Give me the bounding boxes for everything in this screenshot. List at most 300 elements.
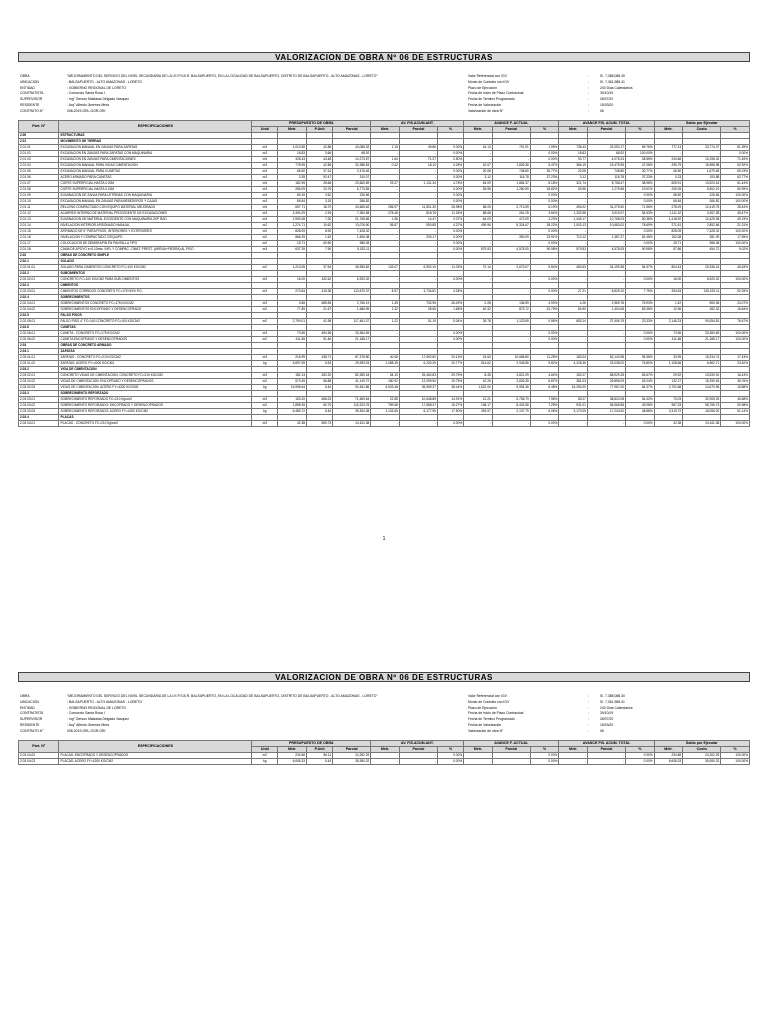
cell-value: 100.00% — [721, 193, 750, 199]
cell-value: 569.73 — [307, 421, 333, 427]
left-info-value: 008-2019-GRL-GGR-GRI — [67, 108, 106, 113]
cell-value: 7.20 — [307, 217, 333, 223]
cell-value: 21,765.56 — [333, 217, 371, 223]
cell-value: 36.76% — [721, 379, 750, 385]
cell-value: 68,929.28 — [587, 373, 625, 379]
header-sub: Parcial — [333, 127, 371, 133]
cell-value: 7,428.32 — [333, 229, 371, 235]
cell-value: 1.42 — [654, 301, 683, 307]
right-info-value: 30/10/19 — [600, 91, 614, 96]
cell-value: 573.45 — [278, 379, 307, 385]
right-info-label: Fecha de Inicio de Plazo Contractual — [468, 91, 524, 96]
cell-part: 2.01 — [19, 139, 59, 145]
cell-value: 0.00% — [530, 331, 559, 337]
cell-value: 35,950.32 — [333, 759, 371, 765]
left-info-label: RESIDENTE — [20, 102, 40, 107]
cell-value: m2 — [252, 337, 278, 343]
header-sub: % — [437, 747, 463, 753]
cell-value: 45,555.82 — [333, 265, 371, 271]
cell-value: - — [371, 331, 400, 337]
cell-value: 17,244.52 — [587, 409, 625, 415]
cell-part: 2.01.12 — [19, 211, 59, 217]
cell-value: 49.08% — [626, 403, 655, 409]
cell-value: 42.86 — [307, 163, 333, 169]
cell-value: 28.55% — [626, 157, 655, 163]
cell-part: 2.01.05 — [19, 169, 59, 175]
cell-value: 590.85 — [399, 223, 437, 229]
cell-value: m3 — [252, 397, 278, 403]
cell-value: 66.84 — [278, 199, 307, 205]
header-sub: Metr. — [654, 747, 683, 753]
cell-value: 0.00% — [626, 193, 655, 199]
cell-value: 100.00% — [721, 331, 750, 337]
cell-value: - — [371, 241, 400, 247]
cell-part: 2.03.03.01 — [19, 397, 59, 403]
cell-value: - — [399, 421, 437, 427]
cell-value: - — [399, 175, 437, 181]
cell-value: 10,666.80 — [492, 355, 530, 361]
cell-spec: ELIMINACION DE MATERIAL EXCEDENTE CON MAQUINARIA 2KP RAD — [59, 217, 252, 223]
cell-value: m3 — [252, 421, 278, 427]
document-title: VALORIZACION DE OBRA Nº 06 DE ESTRUCTURAS — [18, 52, 750, 62]
cell-value: 3.35 — [278, 175, 307, 181]
cell-part: 2.01.06 — [19, 175, 59, 181]
cell-value: 1,133.65 — [371, 409, 400, 415]
cell-value: 16,996.64 — [278, 385, 307, 391]
cell-value: m3 — [252, 187, 278, 193]
cell-value: 71.45% — [721, 157, 750, 163]
cell-value: 83.27 — [559, 397, 588, 403]
cell-value: 2,476.46 — [333, 169, 371, 175]
cell-value: 5,032.11 — [333, 247, 371, 253]
cell-value: 381.03 — [559, 379, 588, 385]
cell-value: 38,820.08 — [587, 397, 625, 403]
cell-value: 32,905.25 — [683, 397, 721, 403]
cell-value: - — [492, 151, 530, 157]
cell-value: 37.23% — [530, 175, 559, 181]
cell-value: 35,559.37 — [399, 385, 437, 391]
cell-value: 71.56% — [626, 205, 655, 211]
cell-value: 8.90 — [307, 229, 333, 235]
cell-value: 271.61 — [654, 223, 683, 229]
cell-value: - — [399, 331, 437, 337]
cell-value: 0.00% — [437, 151, 463, 157]
cell-value: 2,799.01 — [278, 319, 307, 325]
right-info-colon: : — [588, 694, 589, 698]
cell-value: 5.44 — [307, 409, 333, 415]
cell-part: 2.01.01 — [19, 145, 59, 151]
cell-value: 1.15 — [371, 145, 400, 151]
cell-value: 11,801.30 — [399, 205, 437, 211]
cell-value: - — [399, 759, 437, 765]
page-2 — [18, 672, 750, 765]
cell-value: 43.48 — [307, 157, 333, 163]
cell-value: - — [464, 753, 493, 759]
header-saldo: Saldo por Ejecutar — [654, 741, 749, 747]
cell-value: 100.00% — [721, 421, 750, 427]
cell-value: 748.80 — [587, 169, 625, 175]
cell-value: 2,945.86 — [492, 361, 530, 367]
cell-value: 6,489.72 — [278, 409, 307, 415]
cell-value: 0.00% — [437, 277, 463, 283]
cell-spec: ZAPATAS: ACERO FY=4200 KG/CM2 — [59, 361, 252, 367]
cell-value: - — [587, 753, 625, 759]
left-info-label: ENTIDAD — [20, 85, 35, 90]
cell-part: 2.03.02.03 — [19, 385, 59, 391]
cell-value: 281.09 — [683, 235, 721, 241]
cell-spec: ESTRUCTURAS — [59, 133, 252, 139]
cell-spec: EXCAVACION MANUAL EN ZANJAS PARA ZAPATAS — [59, 145, 252, 151]
cell-value: - — [464, 199, 493, 205]
cell-value: 0.00% — [530, 753, 559, 759]
header-sub: Parcial — [587, 127, 625, 133]
cell-value: 1,111.32 — [654, 211, 683, 217]
header-sub: Metr. — [464, 747, 493, 753]
cell-value: m3 — [252, 193, 278, 199]
cell-value: 11.25% — [530, 355, 559, 361]
left-info-value: : Arq° Alfredo Jimenez Mera — [67, 102, 110, 107]
cell-value: 804.43 — [654, 265, 683, 271]
cell-value: 180.92 — [371, 379, 400, 385]
cell-value: kg — [252, 759, 278, 765]
cell-value: 24,262.29 — [683, 753, 721, 759]
cell-value: - — [492, 289, 530, 295]
right-info-label: Plazo de Ejecución — [468, 705, 497, 710]
cell-value: 115,224.76 — [333, 403, 371, 409]
cell-part: 2.02.02.01 — [19, 277, 59, 283]
cell-value: 0.07% — [437, 217, 463, 223]
cell-value: 1.96 — [371, 217, 400, 223]
cell-value: 20.08 — [559, 169, 588, 175]
cell-value: 24,262.29 — [333, 753, 371, 759]
left-info-value: : Consorcio Santa Rosa I — [67, 91, 105, 96]
cell-spec: SOBRECIMIENTO REFORZADO FC=210 Kg/cm2 — [59, 397, 252, 403]
cell-value: 95.36% — [626, 355, 655, 361]
cell-value: 3,821.09 — [492, 373, 530, 379]
header-sub: Metr. — [654, 127, 683, 133]
cell-value: 75.93% — [626, 301, 655, 307]
cell-value: 56,568.58 — [587, 403, 625, 409]
right-info-label: Fecha de Termino Programado — [468, 717, 515, 722]
cell-value: 69.16 — [278, 193, 307, 199]
cell-value: 5,324.67 — [492, 223, 530, 229]
cell-value: 26.98% — [437, 205, 463, 211]
cell-value: 7.90 — [307, 247, 333, 253]
cell-value: - — [492, 753, 530, 759]
cell-value: 80.99% — [721, 187, 750, 193]
cell-value: 20.77% — [437, 361, 463, 367]
project-info-right — [468, 694, 748, 735]
cell-value: 26.78 — [464, 319, 493, 325]
cell-value: m3 — [252, 157, 278, 163]
right-info-value: 15/03/20 — [600, 722, 614, 727]
cell-value: 70.03 — [654, 397, 683, 403]
cell-value: m2 — [252, 403, 278, 409]
right-info-value: S/. 7,388,088.30 — [600, 74, 625, 78]
cell-value: 328.43 — [278, 157, 307, 163]
cell-value: 454.36 — [307, 331, 333, 337]
cell-value: 20,336.24 — [683, 265, 721, 271]
cell-value: 42.86 — [307, 145, 333, 151]
cell-value: 15.88% — [721, 385, 750, 391]
header-sub: Metr. — [464, 127, 493, 133]
cell-value: 0.00% — [437, 247, 463, 253]
cell-value: 45.47% — [721, 211, 750, 217]
cell-value: 393.97 — [464, 409, 493, 415]
cell-value: 1,826.36 — [492, 163, 530, 169]
cell-value: m2 — [252, 379, 278, 385]
cell-value: 2.94 — [307, 211, 333, 217]
cell-value: 20.08 — [464, 169, 493, 175]
cell-value: 38.98% — [626, 181, 655, 187]
cell-value: - — [587, 759, 625, 765]
header-saldo: Saldo por Ejecutar — [654, 121, 749, 127]
cell-value: 37.54 — [307, 265, 333, 271]
cell-value: 132.27 — [654, 379, 683, 385]
cell-part: 2.03.01.02 — [19, 361, 59, 367]
cell-value: 83.67% — [626, 373, 655, 379]
cell-spec: ACERO ARMADO PARA CUNETAS — [59, 175, 252, 181]
cell-value: 6,920.32 — [683, 277, 721, 283]
header-spec: ESPECIFICACIONES — [59, 741, 252, 753]
cell-spec: EXCAVACION EN ZANJAS PARA ZAPATAS CON MAQUINARIA — [59, 151, 252, 157]
cell-value: 41,149.72 — [333, 379, 371, 385]
cell-value: 24,611.38 — [333, 421, 371, 427]
cell-value: 1,279.68 — [587, 187, 625, 193]
cell-value: - — [464, 151, 493, 157]
cell-value: 45.63% — [721, 265, 750, 271]
cell-value: 86.11 — [307, 753, 333, 759]
right-info-value: 26/07/20 — [600, 97, 614, 102]
cell-spec: VIGAS DE CIMENTACION: ENCOFRADO Y DESENCOFRADOS — [59, 379, 252, 385]
cell-part: 2.03.2 — [19, 367, 59, 373]
cell-value: 35,304.08 — [333, 409, 371, 415]
cell-value: 4,578.05 — [587, 247, 625, 253]
cell-value: 10,683.02 — [587, 223, 625, 229]
cell-value: - — [587, 193, 625, 199]
cell-value: 24.07% — [721, 301, 750, 307]
cell-spec: MOVIMIENTO DE TIERRAS — [59, 139, 252, 145]
cell-value: 20.13% — [437, 355, 463, 361]
cell-value: m3 — [252, 217, 278, 223]
cell-value: 0.00% — [626, 759, 655, 765]
cell-value: 452.20 — [307, 373, 333, 379]
cell-value: - — [559, 421, 588, 427]
cell-value: - — [371, 187, 400, 193]
cell-value: 13,076.90 — [333, 223, 371, 229]
cell-part: 2.01.10 — [19, 199, 59, 205]
cell-value: 29.27 — [371, 181, 400, 187]
header-sub: % — [530, 747, 559, 753]
cell-spec: AFIRMADO DE 6" PARA PISOS, INTERIORES Y EXTERIORES — [59, 229, 252, 235]
cell-value: 0.00% — [530, 193, 559, 199]
cell-value: 6.19% — [530, 205, 559, 211]
cell-value: 136.59 — [492, 301, 530, 307]
cell-value: 14,273.57 — [333, 157, 371, 163]
cell-value: 777.13 — [654, 145, 683, 151]
left-info-value: : Consorcio Santa Rosa I — [67, 711, 105, 716]
cell-value: m3 — [252, 331, 278, 337]
cell-part: 2.01.03 — [19, 157, 59, 163]
cell-part: 2.01.04 — [19, 163, 59, 169]
right-info-label: Monto de Contrato con IGV — [468, 699, 510, 704]
cell-part: 2.01.16 — [19, 235, 59, 241]
cell-value: 2,766.19 — [333, 301, 371, 307]
cell-value: 0.00% — [530, 151, 559, 157]
right-info-value: 06 — [600, 108, 604, 113]
left-info-value: : Ing° Gerson Maldalas Delgado Vasquez — [67, 717, 129, 722]
cell-value: 16.00 — [654, 277, 683, 283]
cell-value: 2,137.79 — [492, 409, 530, 415]
cell-value: 100.00% — [721, 241, 750, 247]
cell-value: - — [492, 337, 530, 343]
cell-value: 51.46 — [307, 337, 333, 343]
cell-value: - — [399, 241, 437, 247]
header-sub: Metr. — [559, 127, 588, 133]
cell-value: - — [464, 331, 493, 337]
cell-value: 64.09 — [464, 181, 493, 187]
cell-value: 64.90 — [559, 307, 588, 313]
cell-value: - — [559, 277, 588, 283]
cell-value: 73.56 — [278, 331, 307, 337]
cell-value: 2,146.23 — [654, 319, 683, 325]
header-sub: Metr. — [278, 747, 307, 753]
cell-spec: EXCAVACION MANUAL PARA VIGAS CIMENTACION — [59, 163, 252, 169]
cell-value: 6,608.33 — [654, 759, 683, 765]
cell-value: 1.64 — [371, 157, 400, 163]
cell-value: 5.44 — [307, 759, 333, 765]
cell-value: 28.65 — [399, 307, 437, 313]
left-info-label: UBICACIÓN — [20, 79, 39, 84]
cell-value: 2,892.66 — [683, 223, 721, 229]
cell-value: 92.25% — [721, 289, 750, 295]
cell-value: 18.83 — [559, 151, 588, 157]
cell-spec: ELIMINACION DE ZANJA PARA LETRINAS CON MAQUINARIA — [59, 193, 252, 199]
cell-value: 0.00% — [721, 151, 750, 157]
cell-value: 63.24% — [626, 379, 655, 385]
cell-value: kg — [252, 409, 278, 415]
cell-value: - — [587, 277, 625, 283]
cell-value: m3 — [252, 301, 278, 307]
right-info-colon: : — [588, 705, 589, 710]
cell-value: - — [371, 759, 400, 765]
cell-value: 24.60 — [464, 355, 493, 361]
cell-value: 90.98% — [530, 247, 559, 253]
cell-value: 0.00% — [437, 199, 463, 205]
table-row — [19, 759, 750, 765]
right-info-colon: : — [588, 711, 589, 716]
header-sub: Unid — [252, 127, 278, 133]
cell-value: - — [371, 193, 400, 199]
cell-value: 46.50 — [654, 169, 683, 175]
cell-value: 10,648.89 — [399, 397, 437, 403]
header-sub: Parcial — [333, 747, 371, 753]
header-av-acum-ant: AV. FIS.ACUM.ANT. — [371, 121, 464, 127]
cell-value: 3,319.72 — [654, 409, 683, 415]
cell-value: 90.98% — [626, 247, 655, 253]
cell-value: 6,962.71 — [683, 361, 721, 367]
cell-value: 1,387.27 — [587, 235, 625, 241]
cell-spec: CONCRETO FC=100 KG/CM2 PARA SUB CIMIENTOS — [59, 277, 252, 283]
cell-value: 12.21 — [464, 397, 493, 403]
cell-value: 9.82% — [530, 361, 559, 367]
cell-value: m3 — [252, 199, 278, 205]
cell-value: 42.26 — [464, 379, 493, 385]
cell-value: m3 — [252, 181, 278, 187]
cell-value: 18.10 — [399, 163, 437, 169]
valuation-table — [18, 120, 750, 427]
cell-value: - — [654, 151, 683, 157]
right-info-label: Plazo de Ejecución — [468, 85, 497, 90]
page-number: 1 — [382, 536, 386, 542]
cell-part: 2.00 — [19, 133, 59, 139]
header-sub: Costo — [683, 747, 721, 753]
cell-value: 18.83 — [278, 151, 307, 157]
cell-value: 51.19 — [399, 319, 437, 325]
right-info-colon: : — [588, 108, 589, 113]
cell-value: 0.00% — [530, 199, 559, 205]
cell-value: 15.71 — [654, 241, 683, 247]
cell-value: 0.96% — [530, 319, 559, 325]
cell-value: 960.06 — [683, 301, 721, 307]
cell-value: - — [464, 157, 493, 163]
cell-value: 16,985.98 — [683, 163, 721, 169]
project-info-left — [20, 74, 460, 115]
cell-value: 3.66 — [278, 301, 307, 307]
cell-value: 1,274.71 — [278, 223, 307, 229]
cell-value: 77.85 — [278, 307, 307, 313]
cell-value: 49.23% — [721, 217, 750, 223]
cell-part: 2.01.09 — [19, 193, 59, 199]
cell-spec: VIGAS DE CIMENTACION: ACERO FY=4200 KG/CM2 — [59, 385, 252, 391]
cell-value: 71,669.64 — [333, 397, 371, 403]
right-info-value: S/. 7,388,088.30 — [600, 694, 625, 698]
cell-value: - — [371, 169, 400, 175]
cell-value: 10,429.08 — [683, 217, 721, 223]
cell-value: 100.00% — [721, 199, 750, 205]
cell-value: 12,099.50 — [399, 379, 437, 385]
cell-value: 17.55% — [721, 235, 750, 241]
cell-value: 0.00% — [626, 229, 655, 235]
cell-part: 2.02.04.01 — [19, 301, 59, 307]
left-info-value: "MEJORAMIENTO DEL SERVICIO DEL NIVEL SECUNDARIA DE LA I.E.P.S.B.R. BALSAPUERTO, EN LA LOCALIDAD DE BALSAPUERTO, DISTRITO DE BALSAPUERTO - ALTO AMAZONAS - LORETO" — [67, 694, 378, 698]
cell-value: 54.37% — [626, 265, 655, 271]
cell-value: 61.44% — [721, 181, 750, 187]
cell-value: 748.80 — [492, 169, 530, 175]
cell-value: 73.56 — [654, 331, 683, 337]
cell-value: 438.71 — [307, 355, 333, 361]
cell-value: 736.43 — [559, 145, 588, 151]
cell-value: m3 — [252, 355, 278, 361]
cell-value: - — [371, 753, 400, 759]
cell-value: 2,969.78 — [587, 301, 625, 307]
cell-value: 116.78 — [587, 175, 625, 181]
cell-value: 411.66 — [278, 337, 307, 343]
cell-value: 153.20 — [278, 397, 307, 403]
left-info-label: CONTRATISTA — [20, 711, 44, 716]
page-1 — [18, 52, 750, 427]
cell-value: 11.36% — [437, 211, 463, 217]
cell-value: 40.32 — [464, 307, 493, 313]
cell-value: - — [492, 199, 530, 205]
cell-value: 17.43% — [721, 355, 750, 361]
cell-value: 13,530.91 — [683, 373, 721, 379]
cell-value: 33,384.69 — [333, 331, 371, 337]
cell-value: 0.00% — [437, 169, 463, 175]
cell-part: 2.03.03.02 — [19, 403, 59, 409]
cell-value: 579.53 — [464, 247, 493, 253]
document-title: VALORIZACION DE OBRA Nº 06 DE ESTRUCTURAS — [18, 672, 750, 682]
